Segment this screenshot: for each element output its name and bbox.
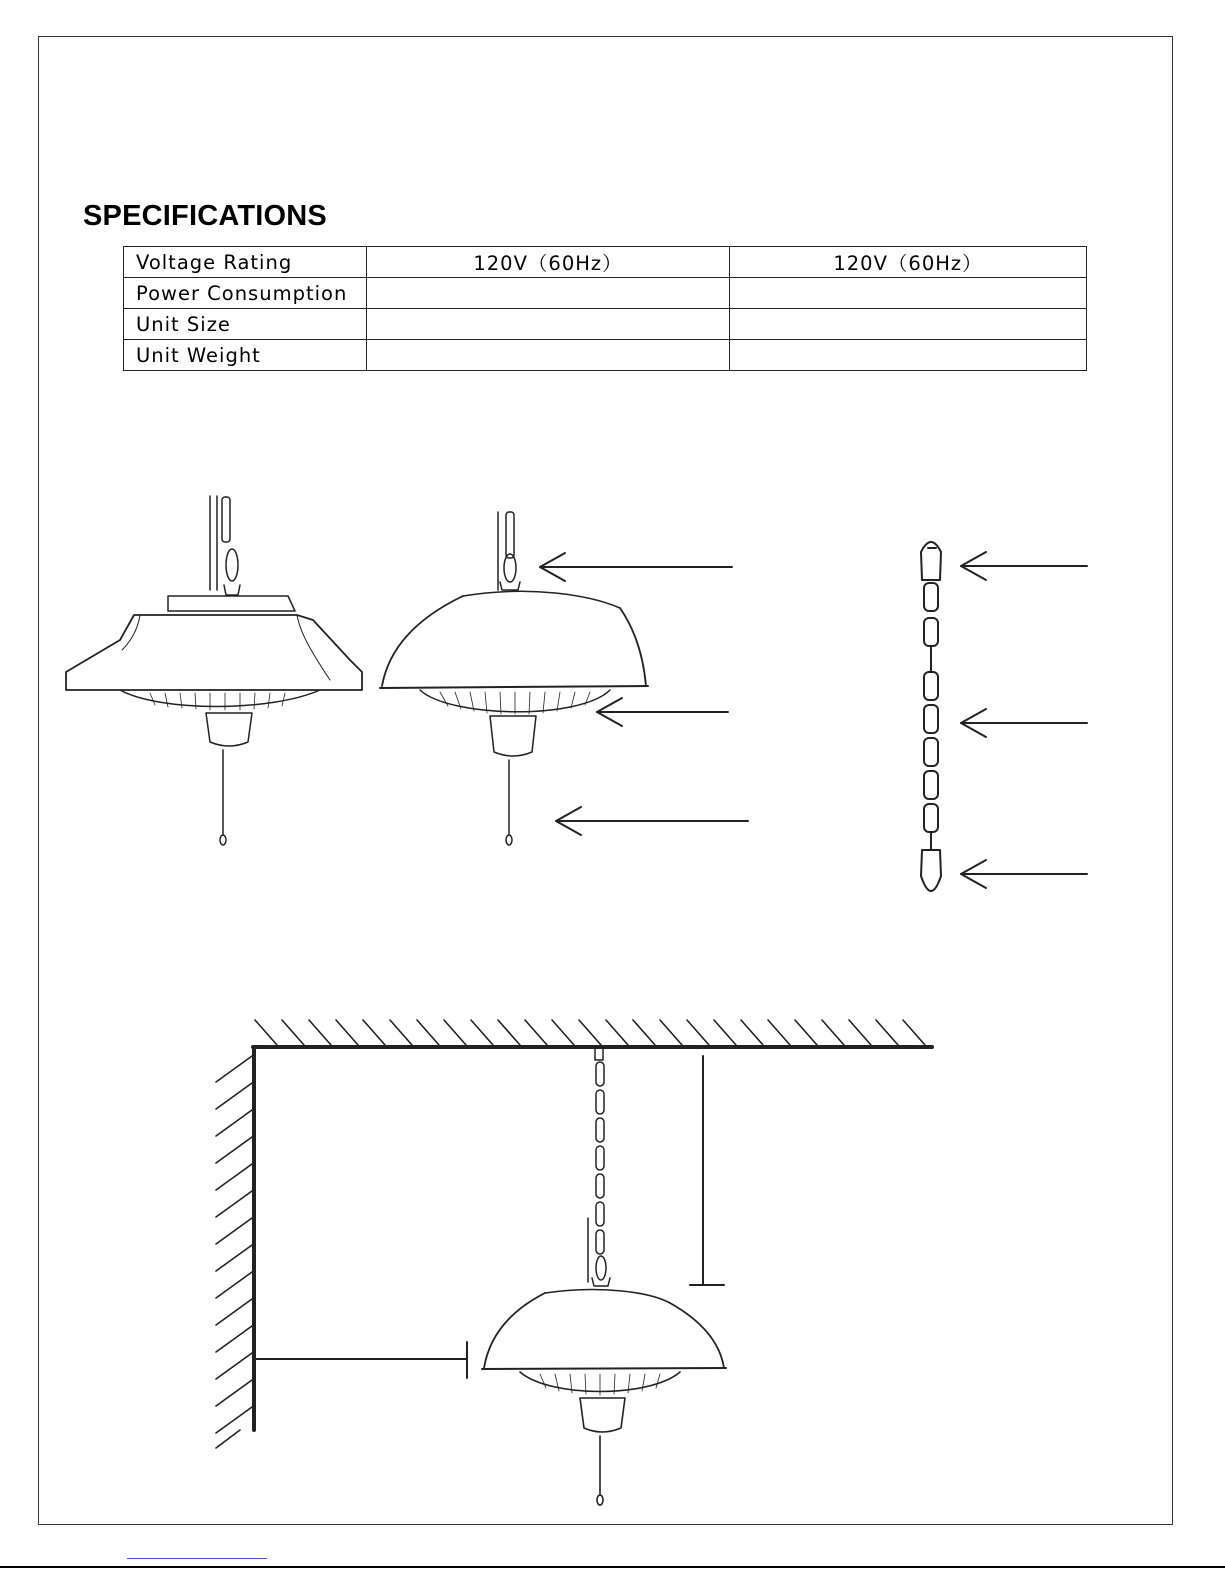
section-title: SPECIFICATIONS xyxy=(83,200,327,232)
chain-icon xyxy=(921,542,941,891)
installation-diagram-icon xyxy=(216,1020,932,1505)
row-label: Unit Size xyxy=(124,309,367,340)
row-label: Unit Weight xyxy=(124,340,367,371)
row-label: Voltage Rating xyxy=(124,247,367,278)
arrow-icon xyxy=(961,552,1087,888)
row-label: Power Consumption xyxy=(124,278,367,309)
footer-link-underline xyxy=(127,1558,267,1559)
footer-rule xyxy=(0,1566,1225,1568)
heater-round-icon xyxy=(380,512,648,845)
model-b-value: 120V（60Hz） xyxy=(730,247,1087,278)
model-a-value: 120V（60Hz） xyxy=(367,247,730,278)
heater-square-icon xyxy=(66,496,362,845)
